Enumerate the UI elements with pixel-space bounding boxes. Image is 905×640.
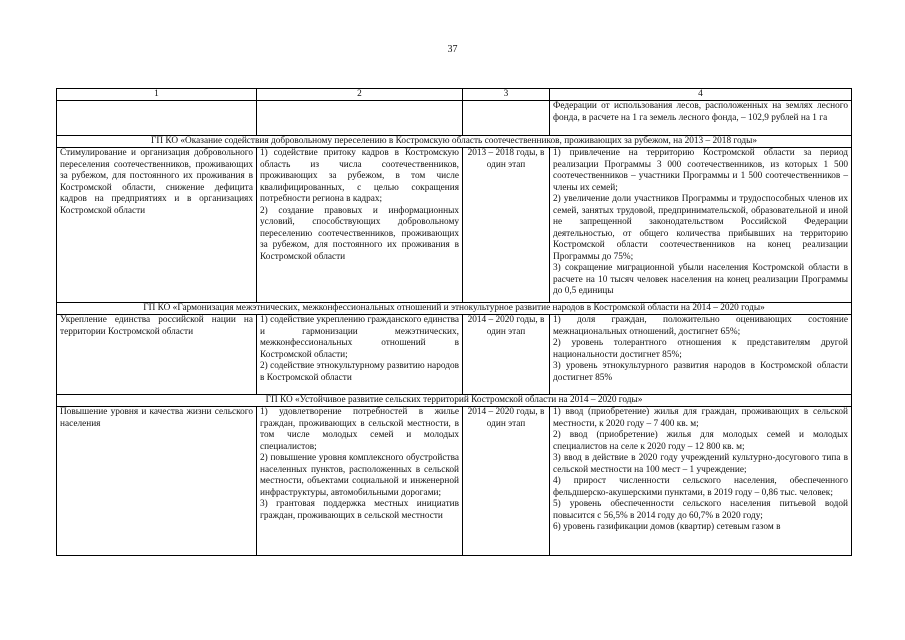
- task-item: 2) создание правовых и информационных условий, способствующих добровольному переселению соотечественников, проживающих за рубежом, для постоянного их проживания в Костромской области: [260, 205, 459, 262]
- indicators-cell: [550, 148, 852, 303]
- indicator-item: 2) увеличение доли участников Программы и трудоспособных членов их семей, занятых трудовой, предпринимательской, образовательной и иной не запрещенной законодательством Российской Федерации деятельностью, от общего количества прибывших на территорию Костромской области соотечественников на конец реализации Программы до 75%;: [553, 194, 848, 262]
- empty-cell: [463, 101, 550, 136]
- program-row: [57, 148, 852, 303]
- goals-table: [56, 88, 852, 556]
- program-title-row: [57, 303, 852, 315]
- indicator-item: 1) ввод (приобретение) жилья для граждан, проживающих в сельской местности, к 2020 году – 7 400 кв. м;: [553, 407, 848, 429]
- indicator-item: 2) уровень толерантного отношения к представителям другой национальности достигнет 85%;: [553, 338, 848, 360]
- empty-cell: [257, 101, 463, 136]
- period-cell: 2013 – 2018 годы, в один этап: [463, 148, 550, 303]
- continued-row: [57, 101, 852, 136]
- page-number: 37: [447, 44, 458, 55]
- indicators-cell: [550, 407, 852, 556]
- indicator-item: 2) ввод (приобретение) жилья для молодых семей и молодых специалистов на селе к 2020 году – 12 800 кв. м;: [553, 430, 848, 452]
- tasks-cell: [257, 407, 463, 556]
- task-item: 1) содействие притоку кадров в Костромскую область из числа соотечественников, проживающих за рубежом, в том числе квалифицированных, с целью сокращения потребности региона в кадрах;: [260, 148, 459, 204]
- indicators-cell: [550, 315, 852, 395]
- column-number: 4: [550, 89, 852, 101]
- indicator-item: 6) уровень газификации домов (квартир) сетевым газом в: [553, 522, 781, 532]
- indicator-item: 3) ввод в действие в 2020 году учреждений культурно-досугового типа в сельской местности на 100 мест – 1 учреждение;: [553, 453, 848, 475]
- task-item: 1) содействие укреплению гражданского единства и гармонизации межэтнических, межконфессиональных отношений в Костромской области;: [260, 315, 459, 360]
- task-item: 2) повышение уровня комплексного обустройства населенных пунктов, расположенных в сельской местности, объектами социальной и инженерной инфраструктуры, автомобильными дорогами;: [260, 453, 459, 498]
- program-title: ГП КО «Оказание содействия добровольному переселению в Костромскую область соотечественников, проживающих за рубежом, на 2013 – 2018 годы»: [57, 136, 852, 148]
- indicator-item: 3) сокращение миграционной убыли населения Костромской области в расчете на 10 тысяч человек населения на конец реализации Программы до 0,5 единицы: [553, 263, 848, 296]
- program-title-row: [57, 136, 852, 148]
- program-row: [57, 407, 852, 556]
- program-title: ГП КО «Устойчивое развитие сельских территорий Костромской области на 2014 – 2020 годы»: [57, 395, 852, 407]
- indicator-item: 5) уровень обеспеченности сельского населения питьевой водой повысится с 56,5% в 2014 году до 60,7% в 2020 году;: [553, 499, 848, 521]
- program-title-row: [57, 395, 852, 407]
- tasks-cell: [257, 315, 463, 395]
- goal-cell: Стимулирование и организация добровольного переселения соотечественников, проживающих за рубежом, для постоянного их проживания в Костромской области, снижение дефицита кадров на предприятиях и в организациях Костромской области: [57, 148, 257, 303]
- column-number-row: [57, 89, 852, 101]
- indicator-item: 1) привлечение на территорию Костромской области за период реализации Программы 3 000 соотечественников, из которых 1 500 соотечественников – участники Программы и 1 500 соотечественников – члены их семей;: [553, 148, 848, 193]
- indicator-item: 1) доля граждан, положительно оценивающих состояние межнациональных отношений, достигнет 65%;: [553, 315, 848, 337]
- column-number: 3: [463, 89, 550, 101]
- program-title: ГП КО «Гармонизация межэтнических, межконфессиональных отношений и этнокультурное развитие народов в Костромской области на 2014 – 2020 годы»: [57, 303, 852, 315]
- period-cell: 2014 – 2020 годы, в один этап: [463, 315, 550, 395]
- indicator-item: 4) прирост численности сельского населения, обеспеченного фельдшерско-акушерскими пунктами, в 2019 году – 0,86 тыс. человек;: [553, 476, 848, 498]
- column-number: 2: [257, 89, 463, 101]
- indicator-item: 3) уровень этнокультурного развития народов в Костромской области достигнет 85%: [553, 361, 848, 383]
- column-number: 1: [57, 89, 257, 101]
- task-item: 2) содействие этнокультурному развитию народов в Костромской области: [260, 361, 459, 383]
- tasks-cell: [257, 148, 463, 303]
- empty-cell: [57, 101, 257, 136]
- goal-cell: Повышение уровня и качества жизни сельского населения: [57, 407, 257, 556]
- task-item: 3) грантовая поддержка местных инициатив граждан, проживающих в сельской местности: [260, 499, 459, 521]
- period-cell: 2014 – 2020 годы, в один этап: [463, 407, 550, 556]
- indicator-cell: Федерации от использования лесов, расположенных на землях лесного фонда, в расчете на 1 га земель лесного фонда, – 102,9 рублей на 1 га: [550, 101, 852, 136]
- task-item: 1) удовлетворение потребностей в жилье граждан, проживающих в сельской местности, в том числе молодых семей и молодых специалистов;: [260, 407, 459, 452]
- goal-cell: Укрепление единства российской нации на территории Костромской области: [57, 315, 257, 395]
- program-row: [57, 315, 852, 395]
